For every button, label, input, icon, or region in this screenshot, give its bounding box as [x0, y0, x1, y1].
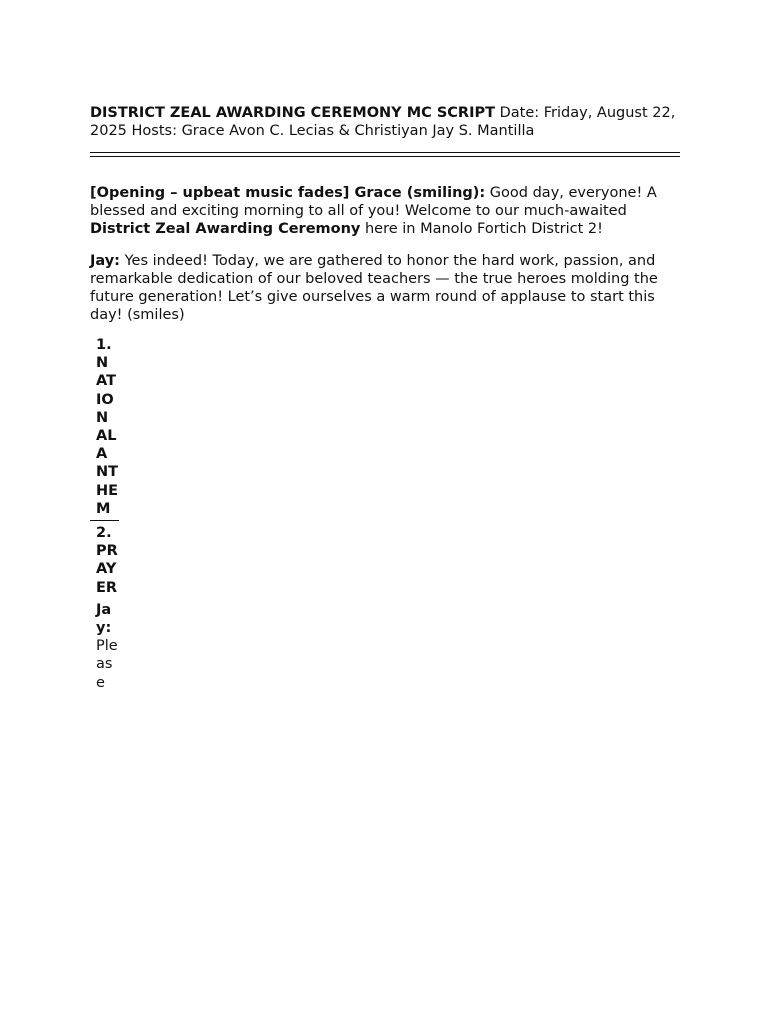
jay-intro-text: Yes indeed! Today, we are gathered to honor the hard work, passion, and remarkable dedication of our beloved teachers — the true heroes molding the future generation! Let’s give ourselves a warm round of applause to start this day! (smiles): [90, 253, 658, 323]
program-item-prayer: 2. PRAYER: [96, 525, 118, 596]
jay-speaker-label: Jay:: [90, 253, 120, 269]
opening-text-1: Good day, everyone! A blessed and exciting morning to all of you! Welcome to our much-awaited: [90, 185, 657, 219]
opening-paragraph: [90, 184, 680, 238]
header-divider: [90, 152, 680, 157]
document-details: Date: Friday, August 22, 2025 Hosts: Grace Avon C. Lecias & Christiyan Jay S. Mantilla: [90, 105, 676, 139]
document-page: [90, 104, 680, 324]
document-header: [90, 104, 680, 140]
opening-cue: [Opening – upbeat music fades] Grace (smiling):: [90, 185, 486, 201]
program-item-national-anthem: 1. NATIONAL ANTHEM: [96, 337, 119, 517]
program-table-column: [90, 336, 119, 692]
prayer-text: Please: [96, 638, 118, 691]
program-table-rule: [90, 520, 119, 521]
prayer-speaker-label: Jay:: [96, 601, 112, 637]
opening-text-2: here in Manolo Fortich District 2!: [360, 221, 603, 237]
jay-intro-paragraph: [90, 252, 680, 324]
document-title: DISTRICT ZEAL AWARDING CEREMONY MC SCRIPT: [90, 105, 495, 121]
event-name: District Zeal Awarding Ceremony: [90, 221, 361, 237]
